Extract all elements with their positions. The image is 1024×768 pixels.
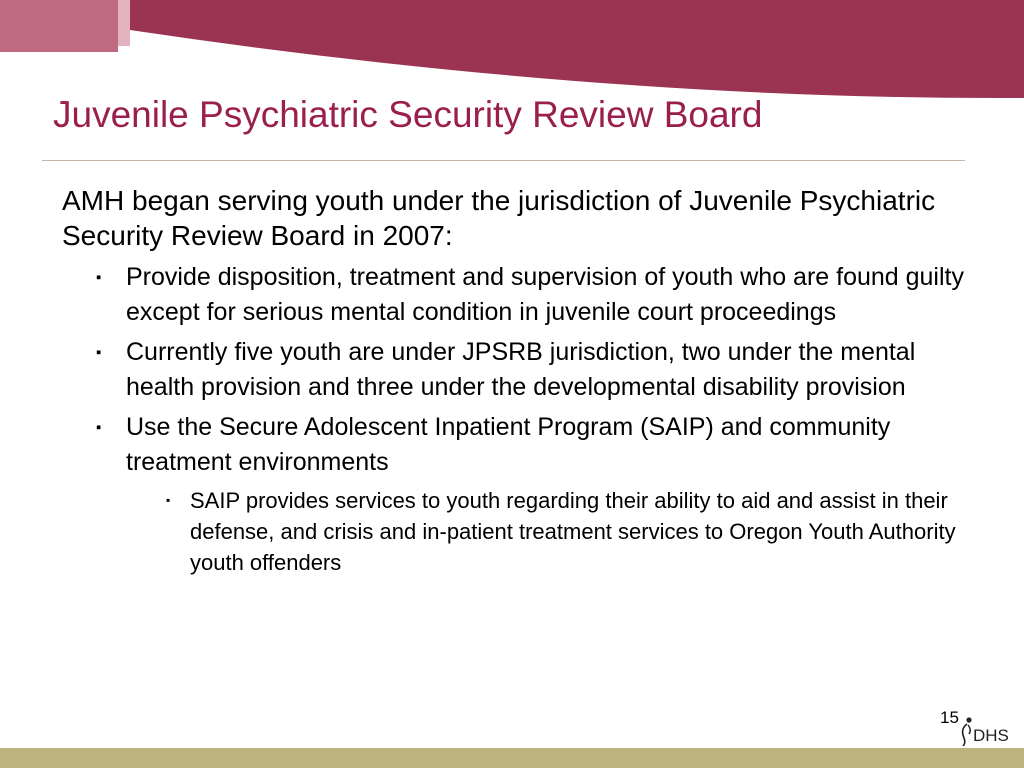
list-item [62,410,967,480]
square-bullet-icon: ▪ [96,419,102,436]
dhs-logo-text: DHS [973,726,1009,745]
slide-title: Juvenile Psychiatric Security Review Board [53,94,763,135]
sub-bullet-list [62,485,967,578]
list-item [62,260,967,330]
square-bullet-icon: ▪ [166,493,171,507]
square-bullet-icon: ▪ [96,344,102,361]
lead-paragraph: AMH began serving youth under the jurisdiction of Juvenile Psychiatric Security Review Board in 2007: [62,185,936,251]
slide-body [62,183,967,578]
list-item-text: Currently five youth are under JPSRB jurisdiction, two under the mental health provision and three under the developmental disability provision [126,338,916,401]
title-divider [42,160,965,161]
list-item-text: Provide disposition, treatment and supervision of youth who are found guilty except for serious mental condition in juvenile court proceedings [126,263,964,326]
square-bullet-icon: ▪ [96,269,102,286]
page-number: 15 [940,708,959,727]
bullet-list [62,260,967,480]
footer-bar [0,748,1024,768]
sub-list-item-text: SAIP provides services to youth regarding their ability to aid and assist in their defense, and crisis and in-patient treatment services to Oregon Youth Authority youth offenders [190,488,956,575]
sub-list-item [62,485,967,578]
list-item [62,335,967,405]
list-item-text: Use the Secure Adolescent Inpatient Program (SAIP) and community treatment environments [126,413,891,476]
